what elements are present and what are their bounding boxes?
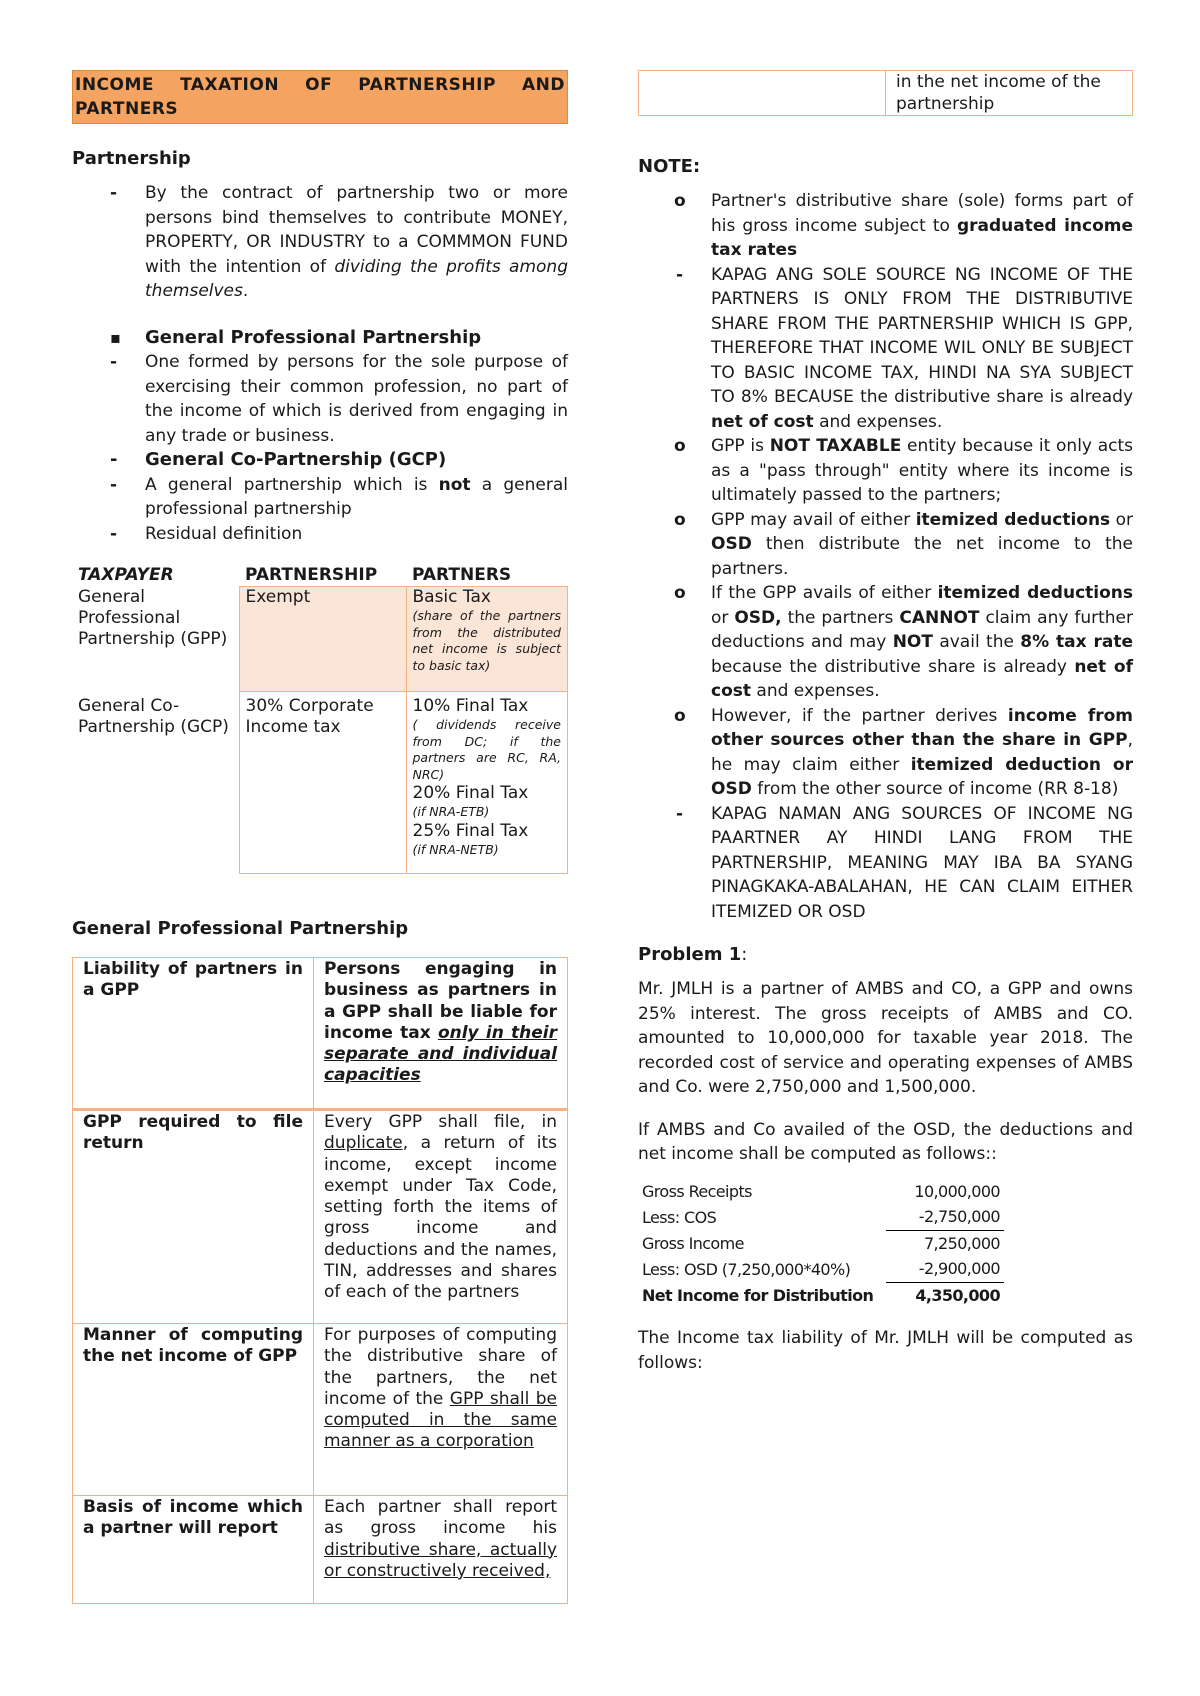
table-row (73, 1496, 568, 1604)
list-item: - KAPAG ANG SOLE SOURCE NG INCOME OF THE PARTNERS IS ONLY FROM THE DISTRIBUTIVE SHARE FROM THE PARTNERSHIP WHICH IS GPP, THEREFORE THAT INCOME WIL ONLY BE SUBJECT TO BASIC INCOME TAX, HINDI NA SYA SUBJECT TO 8% BECAUSE the distributive share is already net of cost and expenses. (638, 263, 1133, 435)
partnership-heading: Partnership (72, 148, 191, 169)
problem-paragraph: The Income tax liability of Mr. JMLH will be computed as follows: (638, 1328, 1133, 1373)
calc-value: 4,350,000 (915, 1285, 1000, 1305)
table-cell: 30% Corporate Income tax (239, 692, 406, 874)
notes-list (638, 189, 1133, 924)
tax-table (72, 564, 568, 874)
computation-table (638, 1179, 1004, 1309)
gpp-table (72, 957, 568, 1604)
table-cell: Basic Tax (share of the partners from the distributed net income is subject to basic tax) (406, 587, 568, 692)
calc-label: Gross Income (642, 1233, 744, 1253)
table-header: PARTNERS (412, 565, 512, 585)
gpp-table-continued (638, 70, 1133, 116)
table-row (638, 1282, 1004, 1308)
calc-value: -2,900,000 (886, 1256, 1004, 1282)
table-row (638, 1256, 1004, 1282)
calc-label: Less: COS (642, 1207, 717, 1227)
problem-heading: Problem 1: (638, 944, 748, 965)
calc-label: Less: OSD (7,250,000*40%) (642, 1259, 851, 1279)
table-cell: Liability of partners in a GPP (73, 958, 314, 1110)
list-item: - General Co-Partnership (GCP) (72, 448, 568, 473)
table-cell: Basis of income which a partner will report (73, 1496, 314, 1604)
table-cell: For purposes of computing the distributive share of the partners, the net income of the GPP shall be computed in the same manner as a corporation (314, 1324, 568, 1496)
calc-value: 7,250,000 (923, 1233, 1000, 1253)
calc-value: 10,000,000 (914, 1181, 1000, 1201)
table-row (72, 587, 568, 692)
table-cell: General Co-Partnership (GCP) (78, 695, 229, 737)
list-item: - One formed by persons for the sole purpose of exercising their common profession, no part of the income of which is derived from engaging in any trade or business. (72, 350, 568, 448)
table-cell: General Professional Partnership (GPP) (78, 586, 228, 649)
list-item: ▪ General Professional Partnership (72, 326, 568, 351)
list-item: - Residual definition (72, 522, 568, 547)
left-column (72, 70, 568, 1604)
table-cell: Persons engaging in business as partners in a GPP shall be liable for income tax only in their separate and individual capacities (314, 958, 568, 1110)
list-item: o However, if the partner derives income from other sources other than the share in GPP, he may claim either itemized deduction or OSD from the other source of income (RR 8-18) (638, 704, 1133, 802)
table-row (638, 1204, 1004, 1230)
right-column (638, 70, 1133, 1375)
table-row (73, 958, 568, 1110)
table-cell: in the net income of the partnership (886, 71, 1133, 116)
list-item: - KAPAG NAMAN ANG SOURCES OF INCOME NG PAARTNER AY HINDI LANG FROM THE PARTNERSHIP, MEANING MAY IBA BA SYANG PINAGKAKA-ABALAHAN, HE CAN CLAIM EITHER ITEMIZED OR OSD (638, 802, 1133, 925)
problem-paragraph: Mr. JMLH is a partner of AMBS and CO, a GPP and owns 25% interest. The gross receipts of AMBS and CO. amounted to 10,000,000 for taxable year 2018. The recorded cost of service and operating expenses of AMBS and Co. were 2,750,000 and 1,500,000. (638, 979, 1133, 1097)
table-header: PARTNERSHIP (245, 565, 378, 585)
list-item: o If the GPP avails of either itemized deductions or OSD, the partners CANNOT claim any further deductions and may NOT avail the 8% tax rate because the distributive share is already net of cost and expenses. (638, 581, 1133, 704)
list-item: o GPP may avail of either itemized deductions or OSD then distribute the net income to the partners. (638, 508, 1133, 582)
list-item: o GPP is NOT TAXABLE entity because it only acts as a "pass through" entity where its income is ultimately passed to the partners; (638, 434, 1133, 508)
gpp-list (72, 326, 568, 547)
table-row (638, 1179, 1004, 1205)
note-heading: NOTE: (638, 156, 701, 177)
table-row (639, 71, 1133, 116)
table-row (72, 692, 568, 874)
calc-value: -2,750,000 (886, 1204, 1004, 1230)
table-cell (639, 71, 886, 116)
list-item: o Partner's distributive share (sole) forms part of his gross income subject to graduated income tax rates (638, 189, 1133, 263)
table-row (73, 1110, 568, 1324)
gpp-section-heading: General Professional Partnership (72, 918, 409, 939)
partnership-list (72, 181, 568, 304)
table-row (638, 1230, 1004, 1256)
table-cell: Exempt (239, 587, 406, 692)
table-cell: Manner of computing the net income of GPP (73, 1324, 314, 1496)
problem-paragraph: If AMBS and Co availed of the OSD, the deductions and net income shall be computed as follows:: (638, 1119, 1133, 1164)
table-cell: Every GPP shall file, in duplicate, a return of its income, except income exempt under Tax Code, setting forth the items of gross income and deductions and the names, TIN, addresses and shares of each of the partners (314, 1110, 568, 1324)
table-header: TAXPAYER (78, 565, 174, 586)
calc-label: Net Income for Distribution (642, 1285, 874, 1305)
table-cell: GPP required to file return (73, 1110, 314, 1324)
calc-label: Gross Receipts (642, 1181, 752, 1201)
list-item: - A general partnership which is not a general professional partnership (72, 473, 568, 522)
list-item: - By the contract of partnership two or more persons bind themselves to contribute MONEY, PROPERTY, OR INDUSTRY to a COMMMON FUND with the intention of dividing the profits among themselves. (72, 181, 568, 304)
document-title: INCOME TAXATION OF PARTNERSHIP AND PARTNERS (72, 70, 568, 124)
table-cell: Each partner shall report as gross income his distributive share, actually or constructively received, (314, 1496, 568, 1604)
table-cell: 10% Final Tax ( dividends receive from DC; if the partners are RC, RA, NRC) 20% Final Tax (if NRA-ETB) 25% Final Tax (if NRA-NETB) (406, 692, 568, 874)
table-row (73, 1324, 568, 1496)
